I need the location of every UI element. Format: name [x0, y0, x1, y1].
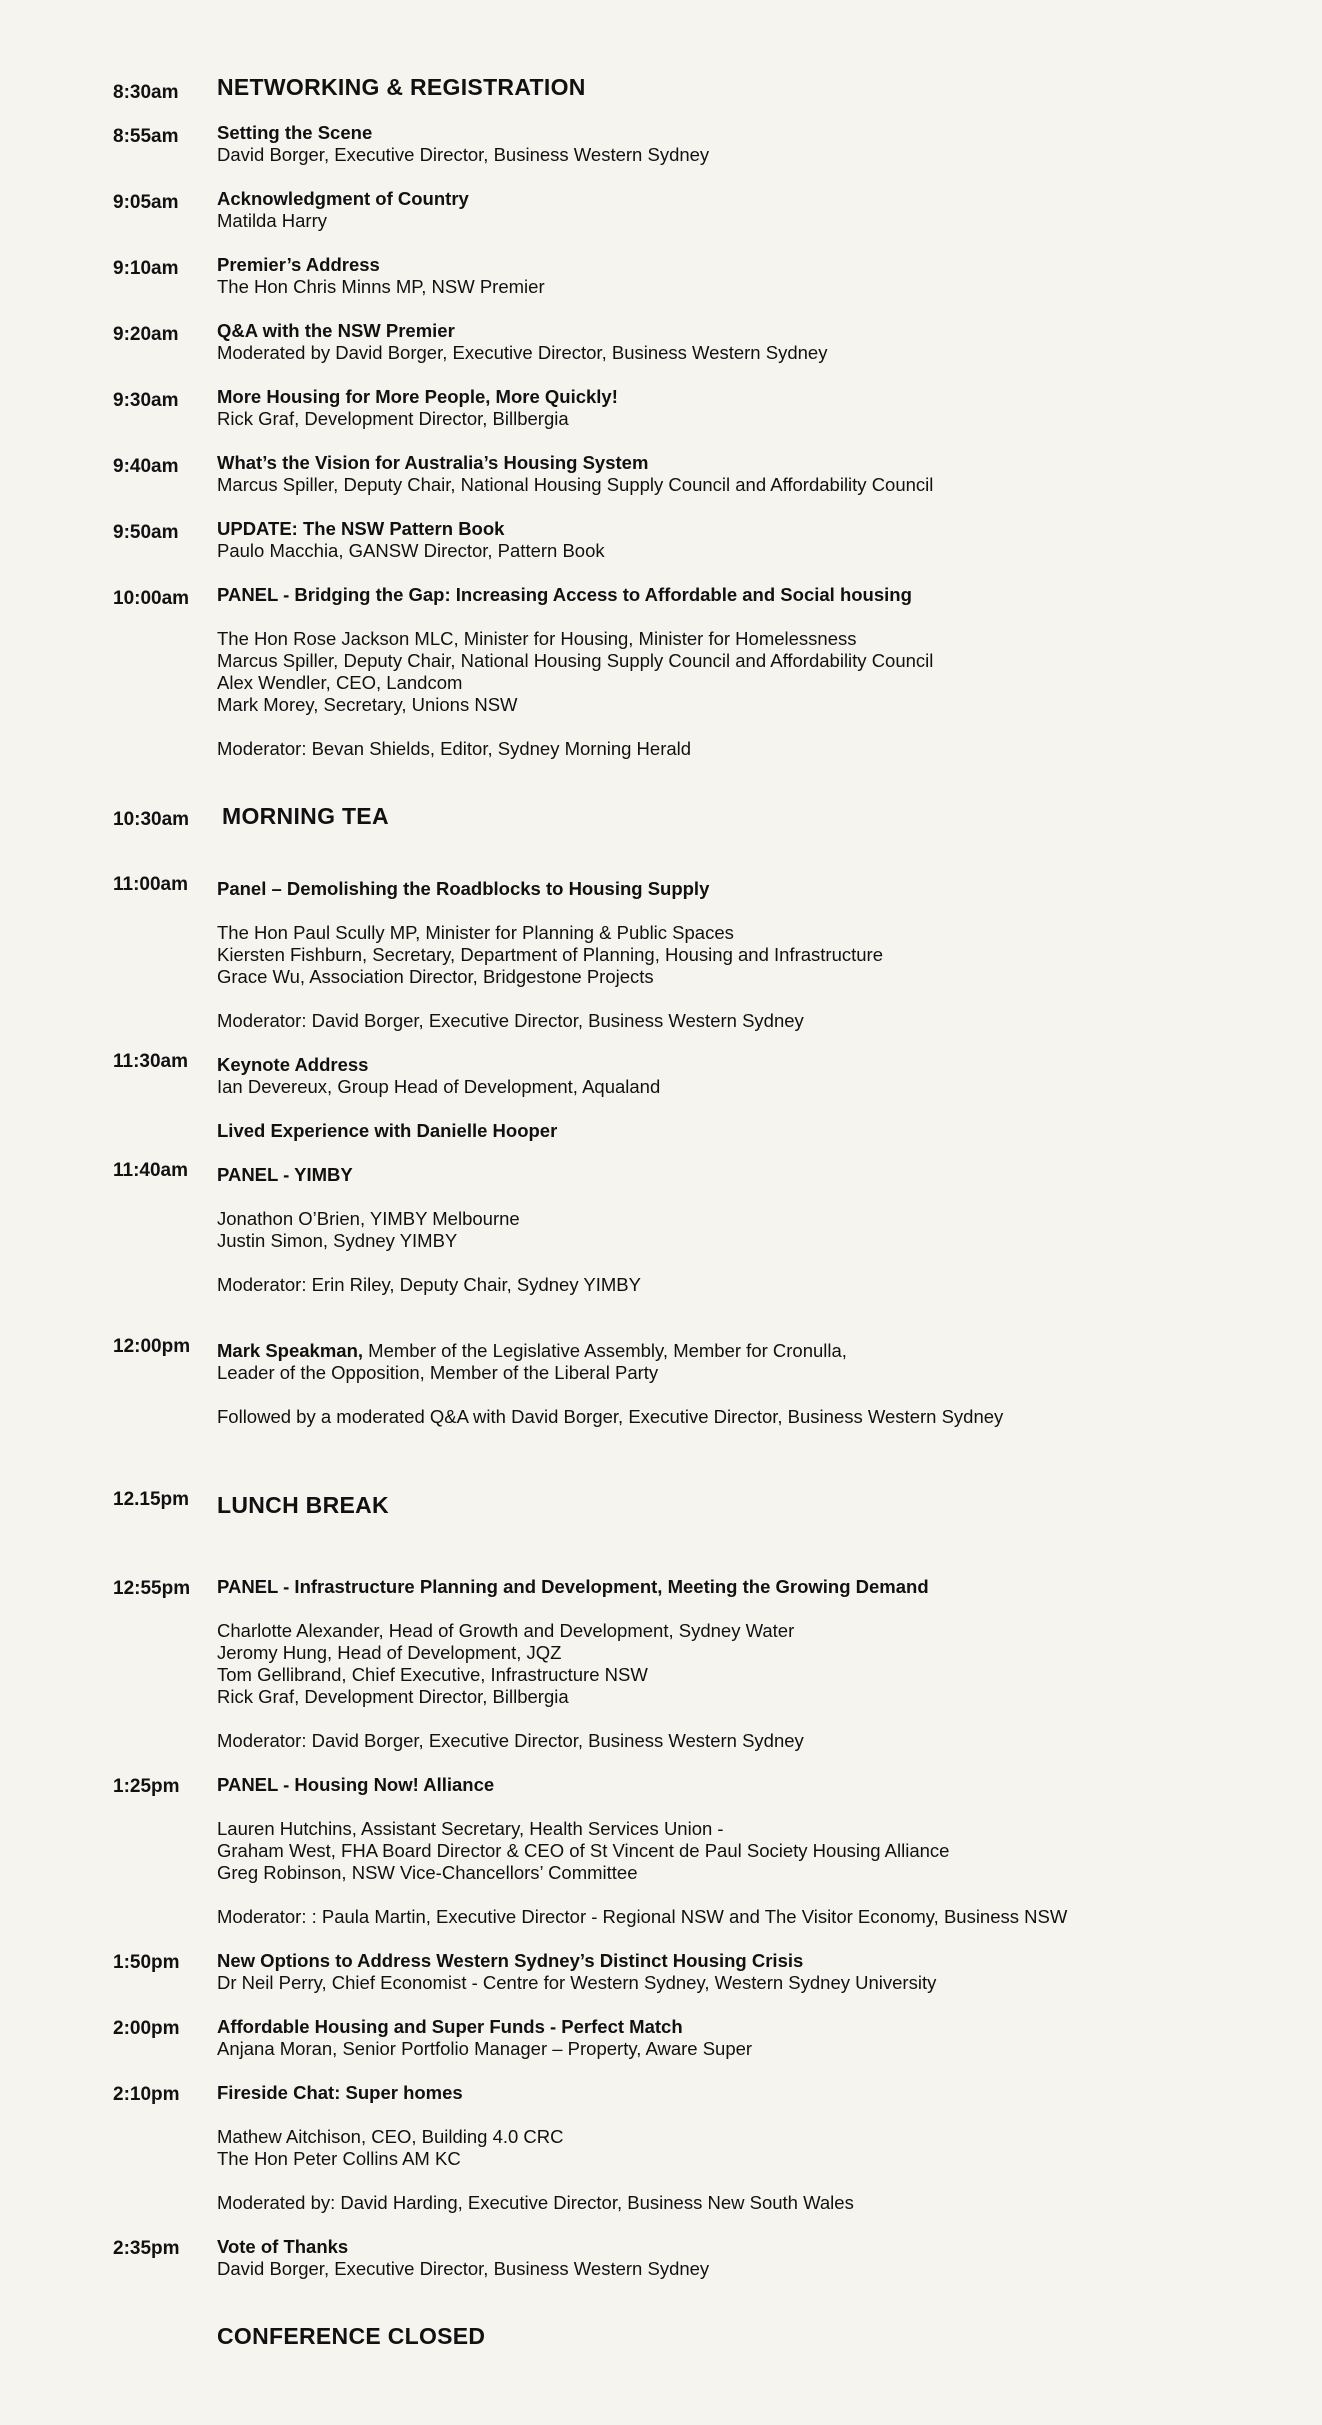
- speaker-lead-line: [217, 1340, 1277, 1362]
- agenda-time: 9:20am: [113, 324, 179, 345]
- section-heading: LUNCH BREAK: [217, 1492, 389, 1518]
- session-title: More Housing for More People, More Quickly!: [217, 386, 618, 407]
- agenda-time: 11:00am: [113, 874, 189, 895]
- speaker-line: Grace Wu, Association Director, Bridgestone Projects: [217, 966, 654, 987]
- speaker-line: Rick Graf, Development Director, Billbergia: [217, 408, 569, 429]
- speaker-line: The Hon Rose Jackson MLC, Minister for Housing, Minister for Homelessness: [217, 628, 857, 649]
- speaker-line: Kiersten Fishburn, Secretary, Department of Planning, Housing and Infrastructure: [217, 944, 883, 965]
- session-title: Keynote Address: [217, 1054, 369, 1075]
- session-title: PANEL - YIMBY: [217, 1164, 353, 1185]
- speaker-line: Marcus Spiller, Deputy Chair, National Housing Supply Council and Affordability Council: [217, 474, 934, 495]
- speaker-line: Ian Devereux, Group Head of Development, Aqualand: [217, 1076, 661, 1097]
- session-title: Vote of Thanks: [217, 2236, 349, 2257]
- speaker-line: Justin Simon, Sydney YIMBY: [217, 1230, 458, 1251]
- speaker-line: Jonathon O’Brien, YIMBY Melbourne: [217, 1208, 520, 1229]
- speaker-line: Rick Graf, Development Director, Billbergia: [217, 1686, 569, 1707]
- session-title: PANEL - Housing Now! Alliance: [217, 1774, 495, 1795]
- agenda-time: 2:10pm: [113, 2084, 180, 2105]
- agenda-time: 11:40am: [113, 1160, 189, 1181]
- moderator-line: Moderator: Bevan Shields, Editor, Sydney Morning Herald: [217, 738, 692, 759]
- speaker-line: The Hon Peter Collins AM KC: [217, 2148, 461, 2169]
- agenda-time: 10:00am: [113, 588, 190, 609]
- speaker-line: Jeromy Hung, Head of Development, JQZ: [217, 1642, 562, 1663]
- speaker-line: Tom Gellibrand, Chief Executive, Infrastructure NSW: [217, 1664, 648, 1685]
- agenda-time: 11:30am: [113, 1051, 189, 1072]
- speaker-role: Member of the Legislative Assembly, Member for Cronulla,: [363, 1340, 847, 1361]
- agenda-time: 2:00pm: [113, 2018, 180, 2039]
- session-title: Acknowledgment of Country: [217, 188, 469, 209]
- speaker-line: Dr Neil Perry, Chief Economist - Centre for Western Sydney, Western Sydney University: [217, 1972, 937, 1993]
- speaker-line: Marcus Spiller, Deputy Chair, National Housing Supply Council and Affordability Council: [217, 650, 934, 671]
- speaker-line: Mathew Aitchison, CEO, Building 4.0 CRC: [217, 2126, 564, 2147]
- moderator-line: Moderator: David Borger, Executive Director, Business Western Sydney: [217, 1730, 804, 1751]
- session-title: UPDATE: The NSW Pattern Book: [217, 518, 505, 539]
- agenda-time: 12:55pm: [113, 1578, 191, 1599]
- agenda-time: 12:00pm: [113, 1336, 191, 1357]
- session-title: PANEL - Bridging the Gap: Increasing Access to Affordable and Social housing: [217, 584, 912, 605]
- speaker-line: The Hon Paul Scully MP, Minister for Planning & Public Spaces: [217, 922, 734, 943]
- speaker-name: Mark Speakman,: [217, 1340, 364, 1361]
- agenda-time: 9:50am: [113, 522, 179, 543]
- session-title: Lived Experience with Danielle Hooper: [217, 1120, 558, 1141]
- agenda-time: 9:10am: [113, 258, 179, 279]
- agenda-time: 9:40am: [113, 456, 179, 477]
- agenda-time: 9:05am: [113, 192, 179, 213]
- moderator-line: Moderator: Erin Riley, Deputy Chair, Sydney YIMBY: [217, 1274, 641, 1295]
- speaker-line: Alex Wendler, CEO, Landcom: [217, 672, 463, 693]
- session-title: Setting the Scene: [217, 122, 373, 143]
- moderator-line: Moderated by: David Harding, Executive Director, Business New South Wales: [217, 2192, 854, 2213]
- speaker-line: Charlotte Alexander, Head of Growth and Development, Sydney Water: [217, 1620, 795, 1641]
- agenda-time: 1:50pm: [113, 1952, 180, 1973]
- session-title: Q&A with the NSW Premier: [217, 320, 455, 341]
- speaker-line: The Hon Chris Minns MP, NSW Premier: [217, 276, 545, 297]
- agenda-time: 8:55am: [113, 126, 179, 147]
- session-title: Premier’s Address: [217, 254, 380, 275]
- agenda-time: 8:30am: [113, 82, 179, 103]
- speaker-line: Moderated by David Borger, Executive Director, Business Western Sydney: [217, 342, 828, 363]
- speaker-line: David Borger, Executive Director, Business Western Sydney: [217, 144, 710, 165]
- moderator-line: Moderator: : Paula Martin, Executive Director - Regional NSW and The Visitor Economy, Business NSW: [217, 1906, 1068, 1927]
- speaker-line: Anjana Moran, Senior Portfolio Manager – Property, Aware Super: [217, 2038, 753, 2059]
- section-heading: MORNING TEA: [222, 803, 389, 829]
- session-title: PANEL - Infrastructure Planning and Development, Meeting the Growing Demand: [217, 1576, 929, 1597]
- session-title: Panel – Demolishing the Roadblocks to Housing Supply: [217, 878, 710, 899]
- speaker-line: Matilda Harry: [217, 210, 327, 231]
- speaker-line: David Borger, Executive Director, Business Western Sydney: [217, 2258, 710, 2279]
- session-title: Fireside Chat: Super homes: [217, 2082, 463, 2103]
- agenda-time: 2:35pm: [113, 2238, 180, 2259]
- speaker-line: Mark Morey, Secretary, Unions NSW: [217, 694, 518, 715]
- section-heading: CONFERENCE CLOSED: [217, 2323, 486, 2349]
- moderator-line: Moderator: David Borger, Executive Director, Business Western Sydney: [217, 1010, 804, 1031]
- agenda-time: 12.15pm: [113, 1489, 190, 1510]
- agenda-time: 9:30am: [113, 390, 179, 411]
- speaker-line: Greg Robinson, NSW Vice-Chancellors’ Committee: [217, 1862, 638, 1883]
- session-title: Affordable Housing and Super Funds - Perfect Match: [217, 2016, 683, 2037]
- moderator-line: Followed by a moderated Q&A with David Borger, Executive Director, Business Western Sydney: [217, 1406, 1004, 1427]
- speaker-line: Lauren Hutchins, Assistant Secretary, Health Services Union -: [217, 1818, 724, 1839]
- speaker-line: Leader of the Opposition, Member of the Liberal Party: [217, 1362, 659, 1383]
- agenda-time: 10:30am: [113, 809, 190, 830]
- speaker-line: Paulo Macchia, GANSW Director, Pattern Book: [217, 540, 605, 561]
- session-title: New Options to Address Western Sydney’s Distinct Housing Crisis: [217, 1950, 804, 1971]
- speaker-line: Graham West, FHA Board Director & CEO of St Vincent de Paul Society Housing Alliance: [217, 1840, 950, 1861]
- session-title: What’s the Vision for Australia’s Housing System: [217, 452, 649, 473]
- agenda-time: 1:25pm: [113, 1776, 180, 1797]
- section-heading: NETWORKING & REGISTRATION: [217, 74, 586, 100]
